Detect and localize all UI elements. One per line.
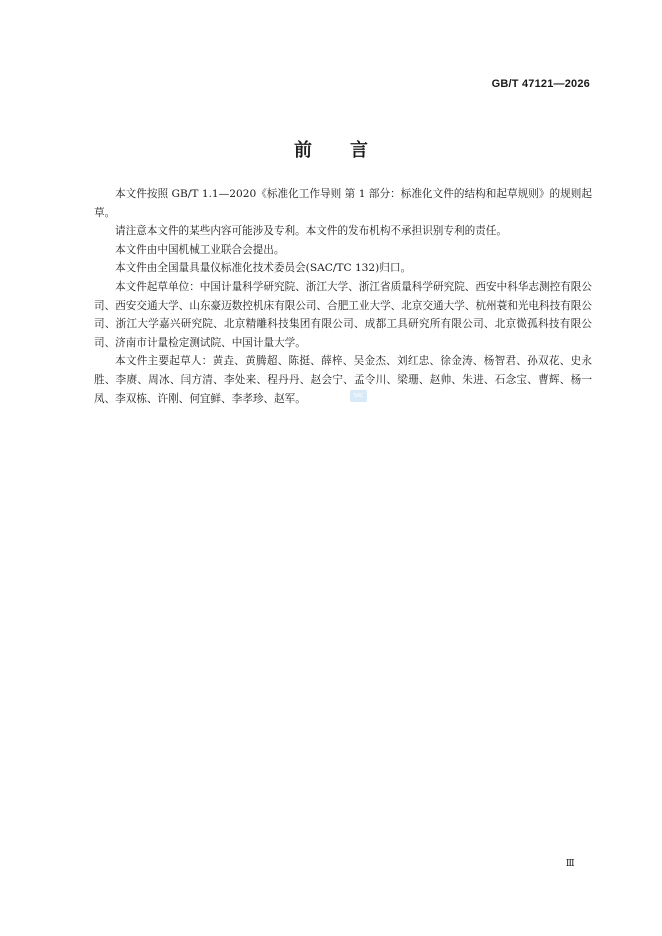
paragraph-drafting-rules: 本文件按照 GB/T 1.1—2020《标准化工作导则 第 1 部分：标准化文件的结构和起草规则》的规则起草。 [94, 188, 592, 219]
document-body [94, 185, 592, 408]
paragraph-drafting-units: 本文件起草单位：中国计量科学研究院、浙江大学、浙江省质量科学研究院、西安中科华志测控有限公司、西安交通大学、山东豪迈数控机床有限公司、合肥工业大学、北京交通大学、杭州蓑和光电科技有限公司、浙江大学嘉兴研究院、北京精雕科技集团有限公司、成都工具研究所有限公司、北京微孤科技有限公司、济南市计量检定测试院、中国计量大学。 [94, 280, 592, 349]
sac-watermark-logo [350, 390, 367, 402]
paragraph-committee: 本文件由全国量具量仪标准化技术委员会(SAC/TC 132)归口。 [115, 262, 412, 275]
page-number: Ⅲ [565, 859, 574, 869]
page-title: 前言 [294, 140, 406, 161]
watermark-text: SAC [353, 393, 364, 399]
paragraph-proposer: 本文件由中国机械工业联合会提出。 [115, 243, 285, 256]
paragraph-patent-notice: 请注意本文件的某些内容可能涉及专利。本文件的发布机构不承担识别专利的责任。 [115, 225, 507, 238]
paragraph-drafters: 本文件主要起草人：黄垚、黄腾超、陈挺、薛梓、吴金杰、刘红忠、徐金涛、杨智君、孙双花、史永胜、李赓、周冰、闫方清、李处来、程丹丹、赵会宁、孟令川、梁珊、赵帅、朱进、石念宝、曹辉、杨一凤、李双栋、许刚、何宜鲜、李孝珍、赵军。 [94, 355, 592, 405]
standard-number: GB/T 47121—2026 [491, 78, 590, 90]
